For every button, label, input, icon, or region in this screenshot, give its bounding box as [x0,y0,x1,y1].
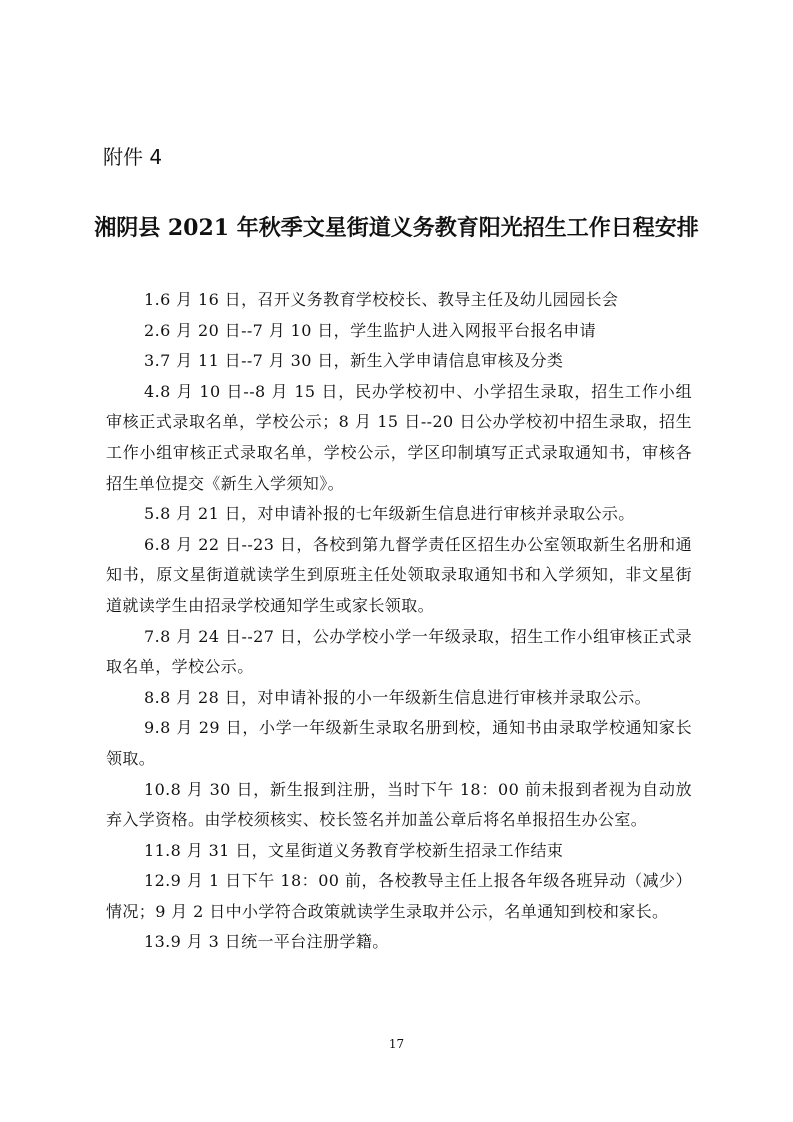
schedule-item-10: 10.8 月 30 日，新生报到注册，当时下午 18：00 前未报到者视为自动放弃入学资格。由学校须核实、校长签名并加盖公章后将名单报招生办公室。 [106,779,692,830]
document-title: 湘阴县 2021 年秋季文星街道义务教育阳光招生工作日程安排 [94,215,699,241]
schedule-item-11: 11.8 月 31 日，文星街道义务教育学校新生招录工作结束 [144,840,564,860]
page-number: 17 [388,1037,405,1051]
schedule-item-13: 13.9 月 3 日统一平台注册学籍。 [144,932,389,952]
attachment-label: 附件 4 [103,145,163,169]
schedule-item-7: 7.8 月 24 日--27 日，公办学校小学一年级录取，招生工作小组审核正式录取名单，学校公示。 [106,626,692,677]
schedule-item-5: 5.8 月 21 日，对申请补报的七年级新生信息进行审核并录取公示。 [144,504,635,524]
schedule-item-8: 8.8 月 28 日，对申请补报的小一年级新生信息进行审核并录取公示。 [144,687,652,707]
schedule-list [106,285,692,958]
schedule-item-2: 2.6 月 20 日--7 月 10 日，学生监护人进入网报平台报名申请 [144,320,597,340]
schedule-item-3: 3.7 月 11 日--7 月 30 日，新生入学申请信息审核及分类 [144,351,564,371]
schedule-item-6: 6.8 月 22 日--23 日，各校到第九督学责任区招生办公室领取新生名册和通知书，原文星街道就读学生到原班主任处领取录取通知书和入学须知，非文星街道就读学生由招录学校通知学生或家长领取。 [106,534,692,615]
schedule-item-4: 4.8 月 10 日--8 月 15 日，民办学校初中、小学招生录取，招生工作小组审核正式录取名单，学校公示；8 月 15 日--20 日公办学校初中招生录取，招生工作小组审核正式录取名单，学校公示，学区印制填写正式录取通知书，审核各招生单位提交《新生入学须知》。 [106,381,692,493]
schedule-item-9: 9.8 月 29 日，小学一年级新生录取名册到校，通知书由录取学校通知家长领取。 [106,718,692,768]
schedule-item-1: 1.6 月 16 日，召开义务教育学校校长、教导主任及幼儿园园长会 [144,290,619,309]
schedule-item-12: 12.9 月 1 日下午 18：00 前，各校教导主任上报各年级各班异动（减少）情况；9 月 2 日中小学符合政策就读学生录取并公示，名单通知到校和家长。 [106,871,692,921]
